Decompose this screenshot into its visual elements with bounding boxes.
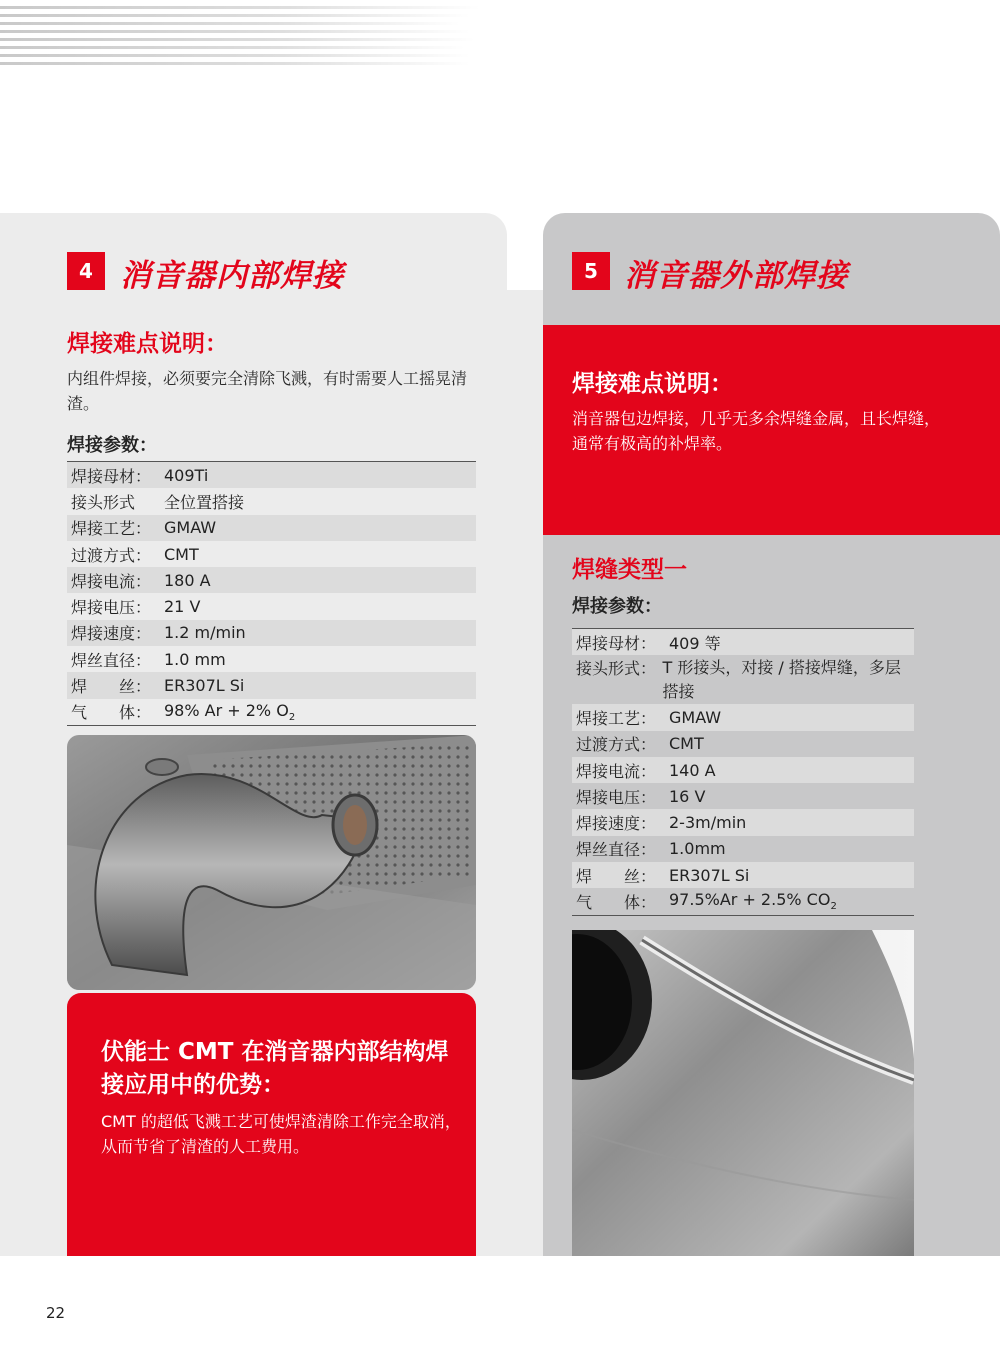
section-number-4: 4 bbox=[67, 252, 105, 290]
section-title-internal-welding: 消音器内部焊接 bbox=[120, 258, 344, 294]
param-label: 焊接电压： bbox=[71, 598, 152, 618]
section-number-5: 5 bbox=[572, 252, 610, 290]
param-row bbox=[67, 488, 476, 514]
param-label: 焊 丝： bbox=[576, 866, 657, 886]
right-difficulty-text: 消音器包边焊接，几乎无多余焊缝金属，且长焊缝，通常有极高的补焊率。 bbox=[572, 409, 941, 453]
param-value: 全位置搭接 bbox=[164, 492, 245, 512]
header-stripes-decoration bbox=[0, 0, 480, 70]
left-params-table bbox=[67, 461, 476, 726]
param-row bbox=[572, 655, 914, 704]
param-label: 焊接速度： bbox=[71, 624, 152, 644]
param-label: 气 体： bbox=[576, 893, 657, 913]
param-label: 焊接速度： bbox=[576, 814, 657, 834]
param-value: CMT bbox=[164, 544, 199, 564]
param-row bbox=[572, 629, 914, 655]
param-value: 180 A bbox=[164, 570, 211, 590]
param-row bbox=[67, 541, 476, 567]
param-value: T 形接头，对接 / 搭接焊缝，多层搭接 bbox=[662, 658, 901, 702]
param-row bbox=[67, 593, 476, 619]
param-label: 焊接工艺： bbox=[71, 519, 152, 539]
param-row bbox=[572, 731, 914, 757]
param-label: 焊接工艺： bbox=[576, 708, 657, 728]
param-row bbox=[67, 646, 476, 672]
advantage-text: CMT 的超低飞溅工艺可使焊渣清除工作完全取消，从而节省了清渣的人工费用。 bbox=[101, 1112, 461, 1156]
param-label: 焊丝直径： bbox=[576, 840, 657, 860]
param-value: 2-3m/min bbox=[669, 813, 747, 833]
param-label: 接头形式： bbox=[576, 659, 657, 679]
param-row bbox=[572, 836, 914, 862]
param-value: 409Ti bbox=[164, 465, 209, 485]
weld-type-heading: 焊缝类型一 bbox=[572, 557, 687, 583]
muffler-seam-weld-photo bbox=[572, 930, 914, 1256]
param-row bbox=[67, 672, 476, 698]
left-params-heading: 焊接参数： bbox=[67, 435, 157, 456]
param-value: 16 V bbox=[669, 786, 706, 806]
param-value: 97.5%Ar + 2.5% $CO_2$ bbox=[669, 890, 837, 913]
left-difficulty-heading: 焊接难点说明： bbox=[67, 331, 228, 357]
param-row bbox=[572, 704, 914, 730]
param-row bbox=[572, 888, 914, 914]
right-params-heading: 焊接参数： bbox=[572, 596, 662, 617]
param-value: 1.2 m/min bbox=[164, 623, 246, 643]
right-params-table bbox=[572, 628, 914, 916]
param-label: 焊接电流： bbox=[576, 761, 657, 781]
param-row bbox=[67, 699, 476, 725]
param-value: 409 等 bbox=[669, 633, 721, 653]
param-label: 焊接电流： bbox=[71, 571, 152, 591]
param-label: 焊接电压： bbox=[576, 787, 657, 807]
param-value: ER307L Si bbox=[669, 865, 750, 885]
left-difficulty-text: 内组件焊接，必须要完全清除飞溅，有时需要人工摇晃清渣。 bbox=[67, 369, 468, 413]
param-label: 焊接母材： bbox=[71, 466, 152, 486]
param-row bbox=[67, 515, 476, 541]
internal-pipe-weld-photo bbox=[67, 735, 476, 990]
param-row bbox=[67, 462, 476, 488]
right-difficulty-heading: 焊接难点说明： bbox=[572, 371, 733, 397]
param-value: 1.0 mm bbox=[164, 649, 226, 669]
param-row bbox=[572, 783, 914, 809]
param-value: 21 V bbox=[164, 597, 201, 617]
param-row bbox=[67, 567, 476, 593]
param-value-subscript: 2 bbox=[288, 711, 296, 723]
param-row bbox=[67, 620, 476, 646]
param-label: 焊接母材： bbox=[576, 633, 657, 653]
param-value: GMAW bbox=[164, 518, 217, 538]
section-title-external-welding: 消音器外部焊接 bbox=[624, 258, 848, 294]
param-label: 过渡方式： bbox=[71, 545, 152, 565]
param-label: 气 体： bbox=[71, 703, 152, 723]
param-label: 接头形式 bbox=[71, 492, 136, 512]
param-label: 焊丝直径： bbox=[71, 650, 152, 670]
param-row bbox=[572, 862, 914, 888]
param-value: 140 A bbox=[669, 760, 716, 780]
param-value: CMT bbox=[669, 734, 704, 754]
param-value: ER307L Si bbox=[164, 676, 245, 696]
advantage-title: 伏能士 CMT 在消音器内部结构焊接应用中的优势： bbox=[101, 1039, 449, 1098]
param-row bbox=[572, 809, 914, 835]
param-value-subscript: 2 bbox=[830, 901, 837, 913]
param-value: 98% Ar + 2% $O_2$ bbox=[164, 700, 296, 723]
param-value: GMAW bbox=[669, 707, 722, 727]
param-label: 焊 丝： bbox=[71, 677, 152, 697]
param-label: 过渡方式： bbox=[576, 735, 657, 755]
param-value: 1.0mm bbox=[669, 839, 726, 859]
page-number: 22 bbox=[46, 1304, 66, 1322]
param-row bbox=[572, 757, 914, 783]
